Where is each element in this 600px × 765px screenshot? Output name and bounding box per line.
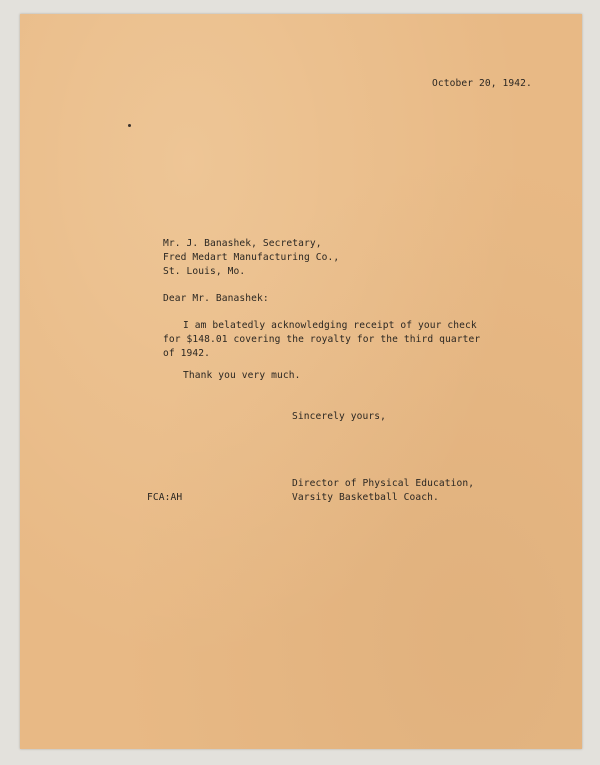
letter-page [20,14,582,749]
closing: Sincerely yours, [292,411,387,422]
body-line-3: of 1942. [163,348,211,359]
ink-dot-mark [128,124,131,127]
address-line-1: Mr. J. Banashek, Secretary, [163,238,322,249]
address-line-2: Fred Medart Manufacturing Co., [163,252,340,263]
signature-title-line-1: Director of Physical Education, [292,478,475,489]
signature-title-line-2: Varsity Basketball Coach. [292,492,439,503]
body-line-1: I am belatedly acknowledging receipt of your check [183,320,477,331]
salutation: Dear Mr. Banashek: [163,293,269,304]
letter-date: October 20, 1942. [432,78,532,89]
thanks-line: Thank you very much. [183,370,301,381]
typist-initials: FCA:AH [147,492,183,503]
body-line-2: for $148.01 covering the royalty for the third quarter [163,334,481,345]
address-line-3: St. Louis, Mo. [163,266,246,277]
